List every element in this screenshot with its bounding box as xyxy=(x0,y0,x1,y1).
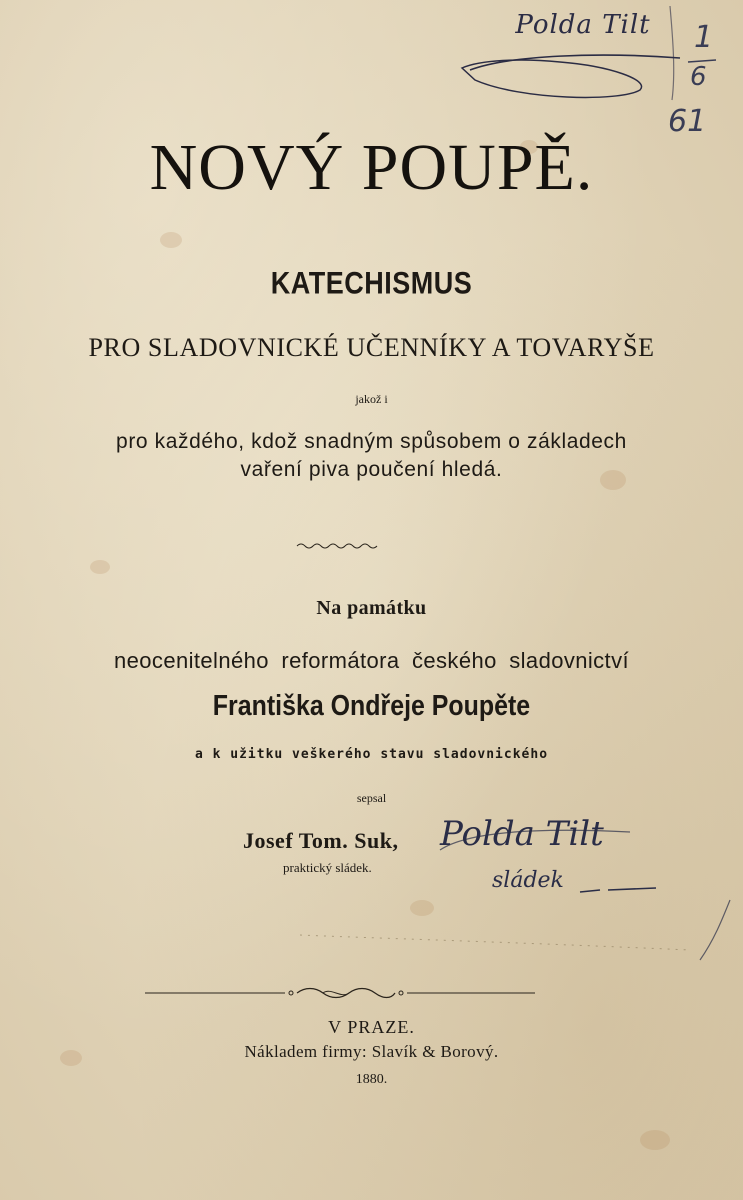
paper-stain xyxy=(160,232,182,248)
imprint-publisher: Nákladem firmy: Slavík & Borový. xyxy=(244,1042,499,1061)
shelf-number-1: 1 xyxy=(694,20,714,55)
signature-strokes xyxy=(430,810,730,970)
dedication-line-2: a k užitku veškerého stavu sladovnického xyxy=(194,747,549,762)
wavy-ornament xyxy=(295,540,381,552)
connector-text: jakož i xyxy=(355,392,388,406)
divider-ornament xyxy=(145,985,535,1001)
dedication-name: Františka Ondřeje Poupěte xyxy=(212,690,531,722)
imprint-year: 1880. xyxy=(355,1072,388,1087)
shelf-number-3: 61 xyxy=(668,104,707,139)
author-name: Josef Tom. Suk, xyxy=(243,828,399,853)
description xyxy=(0,428,743,484)
shelf-number-2: 6 xyxy=(690,62,707,92)
description-line-1: pro každého, kdož snadným spůsobem o základech xyxy=(116,430,627,453)
sepsal-label: sepsal xyxy=(356,791,387,805)
description-line-2: vaření piva poučení hledá. xyxy=(240,458,503,481)
handwritten-signature: Polda Tilt xyxy=(440,814,604,854)
book-subtitle-katechismus: KATECHISMUS xyxy=(270,265,473,301)
book-title: NOVÝ POUPĚ. xyxy=(149,131,594,204)
handwritten-signature-role: sládek xyxy=(492,868,564,893)
dedication-heading: Na památku xyxy=(316,597,427,619)
paper-stain xyxy=(640,1130,670,1150)
paper-stain xyxy=(90,560,110,574)
stamp-signature: Poldа Tilt xyxy=(515,10,651,40)
imprint-place: V PRAZE. xyxy=(328,1017,415,1037)
book-subtitle: PRO SLADOVNICKÉ UČENNÍKY A TOVARYŠE xyxy=(88,333,655,362)
dedication-line-1: neocenitelného reformátora českého sladovnictví xyxy=(114,648,629,673)
author-title: praktický sládek. xyxy=(283,860,372,875)
